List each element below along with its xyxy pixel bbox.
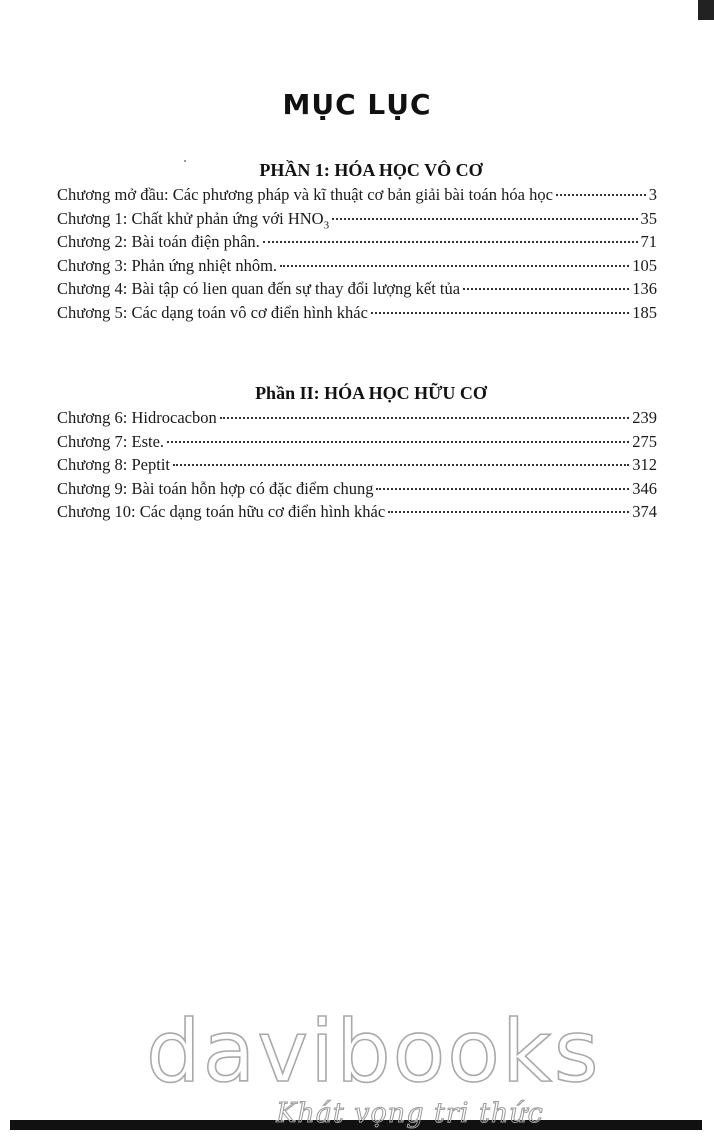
toc-entry-page: 239 xyxy=(632,408,657,427)
subscript: 3 xyxy=(323,218,330,231)
toc-entry xyxy=(57,406,657,430)
toc-entry-label: Chương 8: Peptit xyxy=(57,455,171,474)
toc-entry-label: Chương 4: Bài tập có lien quan đến sự thay đổi lượng kết tủa xyxy=(57,279,461,298)
section-heading: Phần II: HÓA HỌC HỮU CƠ xyxy=(255,383,487,403)
dot-leader xyxy=(388,511,629,513)
toc-entry-label: Chương 10: Các dạng toán hữu cơ điển hình khác xyxy=(57,502,386,521)
toc-entry-page: 105 xyxy=(632,255,657,275)
toc-entry xyxy=(57,254,657,278)
toc-entry-label: Chương 1: Chất khử phản ứng với $HNO_3$ xyxy=(57,208,330,231)
dot-leader xyxy=(173,464,629,466)
section-heading: PHẦN 1: HÓA HỌC VÔ CƠ xyxy=(259,160,483,180)
toc-entry xyxy=(57,477,657,501)
toc-entry-page: 71 xyxy=(640,232,657,251)
toc-entry xyxy=(57,207,657,231)
toc-entry-page: 3 xyxy=(648,185,657,204)
watermark-tagline: Khát vọng tri thức xyxy=(276,1098,544,1129)
toc-entry-page: 35 xyxy=(640,208,657,228)
page-title: MỤC LỤC xyxy=(282,88,432,121)
toc-entry-label: Chương 6: Hidrocacbon xyxy=(57,408,217,427)
toc-section-inorganic xyxy=(0,157,714,324)
toc-entry-page: 312 xyxy=(632,455,657,474)
scan-corner-mark xyxy=(698,0,714,20)
toc-entry-page: 136 xyxy=(632,279,657,298)
toc-entry xyxy=(57,453,657,477)
toc-entry-page: 346 xyxy=(632,478,657,498)
toc-entry-label: Chương 3: Phản ứng nhiệt nhôm. xyxy=(57,255,278,275)
dot-leader xyxy=(220,417,630,419)
toc-entry xyxy=(57,183,657,207)
toc-entry-label: Chương 2: Bài toán điện phân. xyxy=(57,232,260,251)
toc-entry-page: 275 xyxy=(632,431,657,451)
toc-entry-label: Chương 5: Các dạng toán vô cơ điển hình khác xyxy=(57,302,368,322)
dot-leader xyxy=(463,288,629,290)
toc-entry-label: Chương 7: Este. xyxy=(57,431,165,451)
dot-leader xyxy=(280,265,629,267)
toc-entry-label: Chương mở đầu: Các phương pháp và kĩ thuật cơ bản giải bài toán hóa học xyxy=(57,185,553,204)
dot-leader xyxy=(556,194,646,196)
toc-section-organic xyxy=(0,380,714,524)
toc-entry xyxy=(57,230,657,254)
dot-leader xyxy=(167,441,629,443)
toc-entry-page: 374 xyxy=(632,502,657,521)
dot-leader xyxy=(371,312,629,314)
toc-entry xyxy=(57,277,657,301)
toc-entry-page: 185 xyxy=(632,302,657,322)
toc-entry xyxy=(57,430,657,454)
dot-leader xyxy=(263,241,638,243)
davibooks-watermark: davibooks xyxy=(146,1002,601,1102)
toc-entry xyxy=(57,500,657,524)
toc-entry-label: Chương 9: Bài toán hỗn hợp có đặc điểm chung xyxy=(57,478,374,498)
dot-leader xyxy=(332,218,637,220)
dot-leader xyxy=(376,488,629,490)
toc-entry xyxy=(57,301,657,325)
